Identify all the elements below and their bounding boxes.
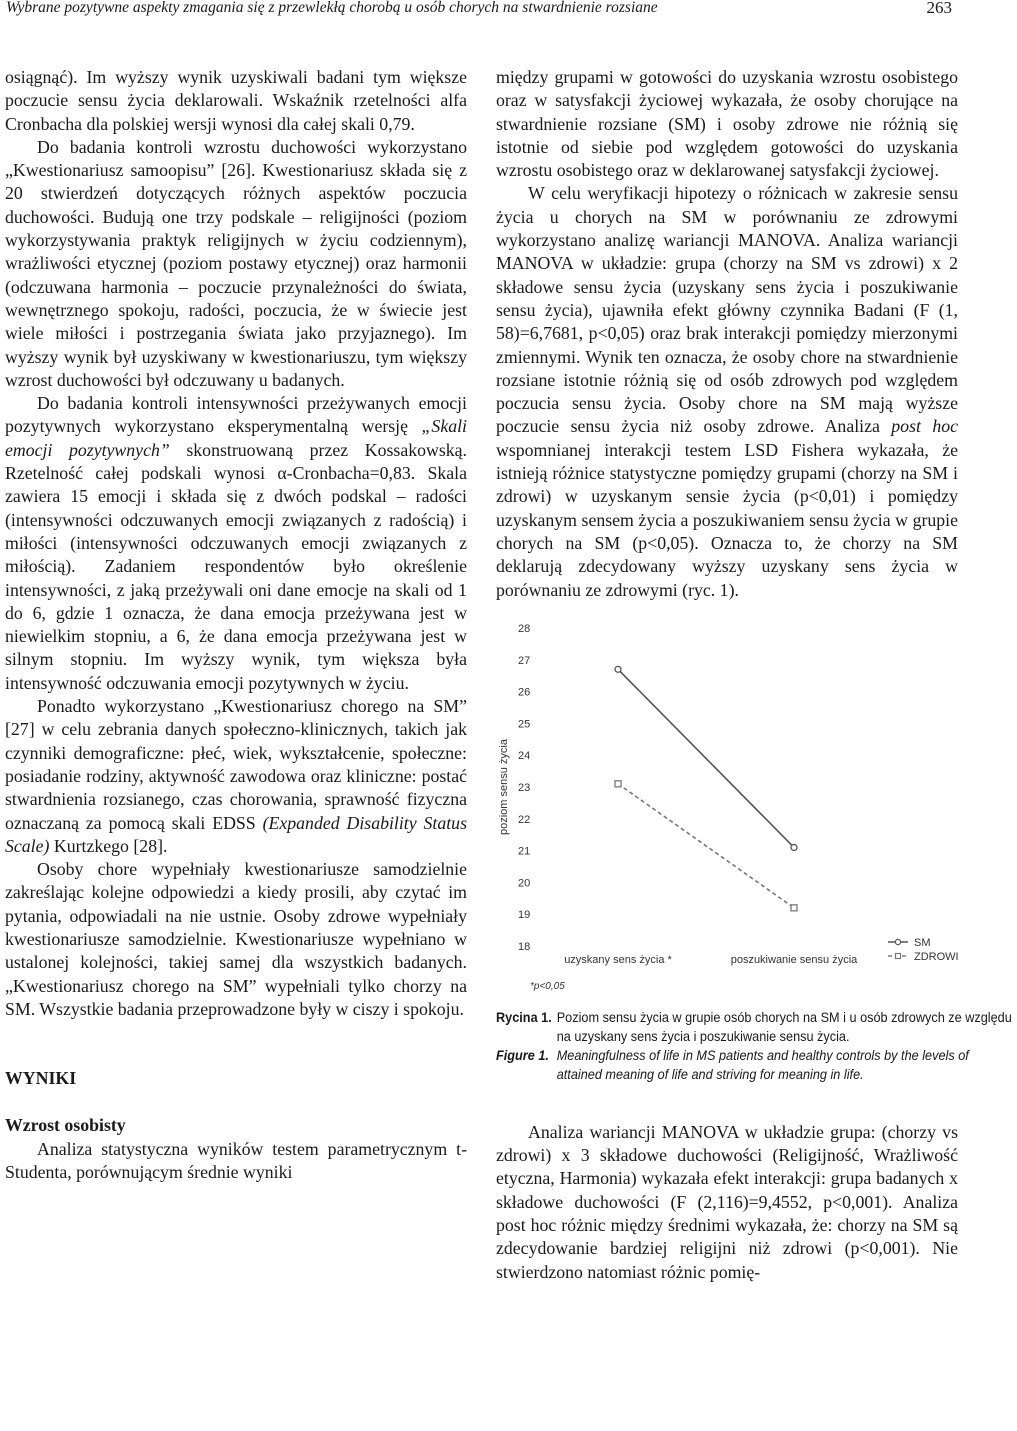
paragraph xyxy=(5,392,467,695)
subsection-heading: Wzrost osobisty xyxy=(5,1115,126,1136)
series-line xyxy=(618,784,794,908)
y-axis-label: poziom sensu życia xyxy=(498,738,511,835)
caption-label: Figure 1. xyxy=(496,1047,549,1063)
figure-caption-pl xyxy=(496,1008,1017,1046)
y-tick-label: 26 xyxy=(518,686,531,699)
paragraph xyxy=(5,695,467,858)
text-run: skonstruowaną przez Kossakowską. Rzetelność całej podskali wynosi α-Cronbacha=0,83. Skala zawiera 15 emocji i składa się z dwóch podskal – radości (intensywności odczuwanych emocji związanych z radością) i miłości (intensywności odczuwanych emocji związanych z miłością). Zadaniem respondentów było określenie intensywności, z jaką przeżywali oni dane emocje na skali od 1 do 6, gdzie 1 oznacza, że dana emocja przeżywana jest w niewielkim stopniu, a 6, że dana emocja przeżywana jest w silnym stopniu. Im wyższy wynik, tym większa była intensywność odczuwania emocji pozytywnych w życiu. xyxy=(5,439,467,693)
right-column xyxy=(496,66,1012,1284)
running-head xyxy=(6,0,954,16)
chart-series xyxy=(615,666,797,910)
data-point xyxy=(791,905,797,911)
chart-legend xyxy=(888,937,959,963)
text-run: W celu weryfikacji hipotezy o różnicach w zakresie sensu życia u chorych na SM w porównaniu ze zdrowymi wykorzystano analizę wariancji MANOVA. Analiza wariancji MANOVA w układzie: grupa (chorzy na SM vs zdrowi) x 2 składowe sensu życia (uzyskany sens życia i poszukiwanie sensu życia), ujawniła efekt główny czynnika Badani (F (1, 58)=6,7681, p<0,05) oraz brak interakcji pomiędzy mierzonymi zmiennymi. Wynik ten oznacza, że osoby chore na stwardnienie rozsiane istotnie różnią się od osób zdrowych pod względem poczucia sensu życia. Osoby chore na SM mają wyższe poczucie sensu życia niż osoby zdrowe. Analiza xyxy=(496,183,958,437)
paragraph xyxy=(496,182,958,601)
paragraph: Analiza statystyczna wyników testem parametrycznym t-Studenta, porównującym średnie wyniki xyxy=(5,1138,467,1183)
caption-text: Meaningfulness of life in MS patients and healthy controls by the levels of attained meaning of life and striving for meaning in life. xyxy=(556,1047,969,1082)
paragraph: Do badania kontroli wzrostu duchowości wykorzystano „Kwestionariusz samoopisu” [26]. Kwestionariusz składa się z 20 stwierdzeń dotyczących różnych aspektów poczucia duchowości. Budują one trzy podskale – religijności (poziom wykorzystywania praktyk religijnych w życiu codziennym), wrażliwości etycznej (poziom postawy etycznej) oraz harmonii (odczuwana harmonia – poczucie przynależności do świata, wewnętrznego spokoju, radości, poczucia, że w świecie jest wiele miłości i postrzegania świata jako przyjaznego). Im wyższy wynik był uzyskiwany w kwestionariuszu, tym większy wzrost duchowości był odczuwany u badanych. xyxy=(5,136,467,390)
caption-label: Rycina 1. xyxy=(496,1009,552,1025)
y-tick-label: 22 xyxy=(518,813,531,826)
y-tick-label: 28 xyxy=(518,622,531,635)
italic-run: post hoc xyxy=(891,416,958,437)
y-tick-label: 24 xyxy=(518,750,531,763)
text-run: wspomnianej interakcji testem LSD Fishera wykazała, że istnieją różnice statystyczne pomiędzy grupami (chorzy na SM i zdrowi) w uzyskanym sensie życia (p<0,01) i pomiędzy uzyskanym sensem życia a poszukiwaniem sensu życia w grupie chorych na SM (p<0,05). Oznacza to, że chorzy na SM deklarują zdecydowany wyższy uzyskany sens życia w porównaniu ze zdrowymi (ryc. 1). xyxy=(496,439,958,600)
legend-label: ZDROWI xyxy=(914,950,959,963)
y-tick-label: 18 xyxy=(518,940,531,953)
italic-run: „Skali emocji pozytywnych” xyxy=(5,416,467,460)
y-tick-label: 27 xyxy=(518,654,531,667)
paragraph: między grupami w gotowości do uzyskania wzrostu osobistego oraz w satysfakcji życiowej wykazała, że osoby chorujące na stwardnienie rozsiane (SM) i osoby zdrowe nie różnią się istotnie od siebie pod względem gotowości do uzyskania wzrostu osobistego oraz w deklarowanej satysfakcji życiowej. xyxy=(496,67,958,181)
section-heading: WYNIKI xyxy=(5,1068,77,1089)
legend-marker xyxy=(896,953,901,958)
data-point xyxy=(791,844,797,850)
y-tick-label: 19 xyxy=(518,909,531,922)
text-run: Ponadto wykorzystano „Kwestionariusz chorego na SM” [27] w celu zebrania danych społeczno-klinicznych, takich jak czynniki demograficzne: płeć, wiek, wykształcenie, społeczne: posiadanie rodziny, aktywność zawodowa oraz kliniczne: postać stwardnienia rozsianego, czas chorowania, sprawność fizyczna oznaczaną za pomocą skali EDSS xyxy=(5,696,467,833)
italic-run: (Expanded Disability Status Scale) xyxy=(5,812,467,856)
figure-caption-en xyxy=(496,1046,1017,1084)
caption-text: Poziom sensu życia w grupie osób chorych na SM i u osób zdrowych ze względu na uzyskany sens życia i poszukiwanie sensu życia. xyxy=(556,1009,1012,1044)
series-line xyxy=(618,669,794,847)
legend-marker xyxy=(895,939,900,944)
y-tick-label: 20 xyxy=(518,877,531,890)
text-run: Do badania kontroli intensywności przeżywanych emocji pozytywnych wykorzystano eksperymentalną wersję xyxy=(5,393,467,437)
y-tick-label: 21 xyxy=(518,845,531,858)
figure-1 xyxy=(496,616,958,1008)
chart-axes xyxy=(498,623,858,992)
left-column xyxy=(5,66,467,1184)
chart-footnote: *p<0,05 xyxy=(530,980,565,992)
paragraph: Analiza wariancji MANOVA w układzie grupa: (chorzy vs zdrowi) x 3 składowe duchowości (Religijność, Wrażliwość etyczna, Harmonia) wykazała efekt interakcji: grupa badanych x składowe duchowości (F (2,116)=9,4552, p<0,001). Analiza post hoc różnic między średnimi wykazała, że: chorzy na SM są zdecydowanie bardziej religijni niż zdrowi (p<0,001). Nie stwierdzono natomiast różnic pomię- xyxy=(496,1121,958,1282)
y-tick-label: 23 xyxy=(518,781,531,794)
line-chart xyxy=(496,616,966,1008)
y-tick-label: 25 xyxy=(518,718,531,731)
paragraph: Osoby chore wypełniały kwestionariusze samodzielnie zakreślając kolejne odpowiedzi a kiedy prosili, aby czytać im pytania, odpowiadali na nie ustnie. Osoby zdrowe wypełniały kwestionariusze samodzielnie. Kwestionariusze wypełniano w ustalonej kolejności, takiej samej dla wszystkich badanych. „Kwestionariusz chorego na SM” wypełniali tylko chorzy na SM. Wszystkie badania przeprowadzone były w ciszy i spokoju. xyxy=(5,859,467,1019)
paragraph: osiągnąć). Im wyższy wynik uzyskiwali badani tym większe poczucie sensu życia deklarowali. Wskaźnik rzetelności alfa Cronbacha dla polskiej wersji wynosi dla całej skali 0,79. xyxy=(5,67,467,134)
text-run: Kurtzkego [28]. xyxy=(49,835,168,856)
data-point xyxy=(615,666,621,672)
running-title: Wybrane pozytywne aspekty zmagania się z przewlekłą chorobą u osób chorych na stwardnienie rozsiane xyxy=(6,0,658,16)
page-number: 263 xyxy=(926,0,952,17)
legend-label: SM xyxy=(914,936,931,949)
data-point xyxy=(615,781,621,787)
x-tick-label: uzyskany sens życia * xyxy=(564,953,672,966)
x-tick-label: poszukiwanie sensu życia xyxy=(730,953,858,966)
